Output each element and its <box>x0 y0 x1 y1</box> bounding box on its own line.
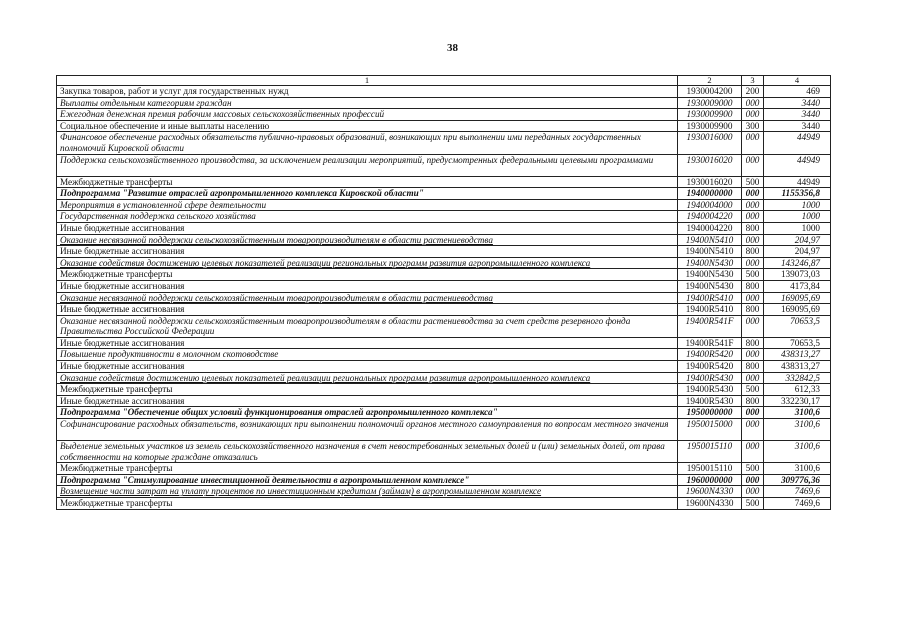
row-name-cell: Иные бюджетные ассигнования <box>57 304 678 316</box>
row-type-cell: 500 <box>742 463 764 475</box>
table-row <box>57 188 831 200</box>
row-code-cell: 19400R5420 <box>678 361 742 373</box>
table-row <box>57 269 831 281</box>
table-row <box>57 257 831 269</box>
row-name-cell: Выделение земельных участков из земель сельскохозяйственного назначения в счет невостребованных земельных долей и (или) земельных долей, от права собственности на которые граждане отказались <box>57 441 678 463</box>
row-code-cell: 19600N4330 <box>678 486 742 498</box>
row-name-cell: Выплаты отдельным категориям граждан <box>57 97 678 109</box>
row-name-cell: Межбюджетные трансферты <box>57 498 678 510</box>
row-name-cell: Иные бюджетные ассигнования <box>57 395 678 407</box>
row-name-cell: Оказание несвязанной поддержки сельскохозяйственным товаропроизводителям в области растениеводства за счет средств резервного фонда Правительства Российской Федерации <box>57 315 678 337</box>
row-type-cell: 500 <box>742 269 764 281</box>
table-row <box>57 395 831 407</box>
row-code-cell: 19400R541F <box>678 337 742 349</box>
row-type-cell: 000 <box>742 234 764 246</box>
table-row <box>57 86 831 98</box>
row-name-cell: Иные бюджетные ассигнования <box>57 222 678 234</box>
table-row <box>57 234 831 246</box>
row-amount-cell: 3100,6 <box>764 419 831 441</box>
row-type-cell: 800 <box>742 337 764 349</box>
row-code-cell: 19400R5410 <box>678 304 742 316</box>
table-row <box>57 222 831 234</box>
column-header-type: 3 <box>742 76 764 86</box>
row-type-cell: 000 <box>742 154 764 176</box>
row-name-cell: Оказание содействия достижению целевых показателей реализации региональных программ развития агропромышленного комплекса <box>57 372 678 384</box>
row-type-cell: 000 <box>742 372 764 384</box>
row-type-cell: 000 <box>742 441 764 463</box>
row-code-cell: 1950015110 <box>678 463 742 475</box>
table-row <box>57 211 831 223</box>
row-amount-cell: 204,97 <box>764 234 831 246</box>
row-amount-cell: 612,33 <box>764 384 831 396</box>
row-code-cell: 1940004000 <box>678 199 742 211</box>
row-code-cell: 1930009900 <box>678 109 742 121</box>
table-header-row <box>57 76 831 86</box>
row-name-cell: Оказание несвязанной поддержки сельскохозяйственным товаропроизводителям в области растениеводства <box>57 292 678 304</box>
table-row <box>57 97 831 109</box>
row-name-cell: Повышение продуктивности в молочном скотоводстве <box>57 349 678 361</box>
table-row <box>57 154 831 176</box>
table-row <box>57 349 831 361</box>
row-type-cell: 000 <box>742 315 764 337</box>
row-type-cell: 800 <box>742 304 764 316</box>
table-row <box>57 246 831 258</box>
row-type-cell: 000 <box>742 419 764 441</box>
table-row <box>57 419 831 441</box>
table-row <box>57 498 831 510</box>
table-row <box>57 361 831 373</box>
row-amount-cell: 3100,6 <box>764 441 831 463</box>
table-row <box>57 384 831 396</box>
row-amount-cell: 1000 <box>764 222 831 234</box>
row-amount-cell: 332842,5 <box>764 372 831 384</box>
row-code-cell: 19400N5430 <box>678 280 742 292</box>
table-row <box>57 199 831 211</box>
row-code-cell: 1950015000 <box>678 419 742 441</box>
table-row <box>57 292 831 304</box>
row-amount-cell: 3440 <box>764 109 831 121</box>
row-type-cell: 000 <box>742 188 764 200</box>
row-amount-cell: 44949 <box>764 154 831 176</box>
row-amount-cell: 204,97 <box>764 246 831 258</box>
row-name-cell: Ежегодная денежная премия рабочим массовых сельскохозяйственных профессий <box>57 109 678 121</box>
row-name-cell: Иные бюджетные ассигнования <box>57 361 678 373</box>
table-row <box>57 304 831 316</box>
row-name-cell: Межбюджетные трансферты <box>57 269 678 281</box>
row-amount-cell: 7469,6 <box>764 498 831 510</box>
row-code-cell: 1950015110 <box>678 441 742 463</box>
table-row <box>57 463 831 475</box>
row-type-cell: 000 <box>742 109 764 121</box>
row-amount-cell: 70653,5 <box>764 337 831 349</box>
row-amount-cell: 3100,6 <box>764 463 831 475</box>
row-amount-cell: 143246,87 <box>764 257 831 269</box>
row-name-cell: Иные бюджетные ассигнования <box>57 280 678 292</box>
row-name-cell: Социальное обеспечение и иные выплаты населению <box>57 120 678 132</box>
row-code-cell: 19400N5430 <box>678 257 742 269</box>
budget-table <box>56 75 831 510</box>
row-name-cell: Межбюджетные трансферты <box>57 463 678 475</box>
row-code-cell: 19400N5430 <box>678 269 742 281</box>
row-code-cell: 19400N5410 <box>678 234 742 246</box>
row-type-cell: 300 <box>742 120 764 132</box>
row-code-cell: 1930016000 <box>678 132 742 154</box>
table-row <box>57 132 831 154</box>
row-type-cell: 000 <box>742 486 764 498</box>
row-type-cell: 000 <box>742 211 764 223</box>
row-amount-cell: 44949 <box>764 176 831 188</box>
row-code-cell: 19600N4330 <box>678 498 742 510</box>
row-type-cell: 200 <box>742 86 764 98</box>
row-type-cell: 000 <box>742 257 764 269</box>
row-code-cell: 1940004220 <box>678 211 742 223</box>
row-name-cell: Иные бюджетные ассигнования <box>57 246 678 258</box>
row-type-cell: 800 <box>742 246 764 258</box>
row-code-cell: 1950000000 <box>678 407 742 419</box>
row-name-cell: Подпрограмма "Стимулирование инвестиционной деятельности в агропромышленном комплексе" <box>57 474 678 486</box>
row-type-cell: 800 <box>742 222 764 234</box>
row-amount-cell: 3440 <box>764 120 831 132</box>
table-row <box>57 407 831 419</box>
row-code-cell: 1930016020 <box>678 176 742 188</box>
row-type-cell: 500 <box>742 498 764 510</box>
row-amount-cell: 70653,5 <box>764 315 831 337</box>
table-row <box>57 280 831 292</box>
row-amount-cell: 169095,69 <box>764 292 831 304</box>
row-amount-cell: 7469,6 <box>764 486 831 498</box>
row-amount-cell: 169095,69 <box>764 304 831 316</box>
row-amount-cell: 1000 <box>764 211 831 223</box>
row-code-cell: 19400R5410 <box>678 292 742 304</box>
row-name-cell: Межбюджетные трансферты <box>57 384 678 396</box>
row-amount-cell: 44949 <box>764 132 831 154</box>
row-amount-cell: 309776,36 <box>764 474 831 486</box>
row-name-cell: Оказание несвязанной поддержки сельскохозяйственным товаропроизводителям в области растениеводства <box>57 234 678 246</box>
row-name-cell: Оказание содействия достижению целевых показателей реализации региональных программ развития агропромышленного комплекса <box>57 257 678 269</box>
row-name-cell: Иные бюджетные ассигнования <box>57 337 678 349</box>
row-amount-cell: 3440 <box>764 97 831 109</box>
row-code-cell: 19400R541F <box>678 315 742 337</box>
row-name-cell: Финансовое обеспечение расходных обязательств публично-правовых образований, возникающих при выполнении ими переданных государственных полномочий Кировской области <box>57 132 678 154</box>
row-code-cell: 1930009000 <box>678 97 742 109</box>
row-amount-cell: 1155356,8 <box>764 188 831 200</box>
row-code-cell: 1940000000 <box>678 188 742 200</box>
row-name-cell: Государственная поддержка сельского хозяйства <box>57 211 678 223</box>
row-code-cell: 19400R5430 <box>678 372 742 384</box>
column-header-name: 1 <box>57 76 678 86</box>
table-body <box>57 86 831 510</box>
row-type-cell: 000 <box>742 407 764 419</box>
row-amount-cell: 469 <box>764 86 831 98</box>
table-row <box>57 315 831 337</box>
column-header-code: 2 <box>678 76 742 86</box>
row-code-cell: 1960000000 <box>678 474 742 486</box>
row-name-cell: Межбюджетные трансферты <box>57 176 678 188</box>
table-row <box>57 176 831 188</box>
row-name-cell: Закупка товаров, работ и услуг для государственных нужд <box>57 86 678 98</box>
row-type-cell: 000 <box>742 474 764 486</box>
row-type-cell: 800 <box>742 361 764 373</box>
row-name-cell: Подпрограмма "Развитие отраслей агропромышленного комплекса Кировской области" <box>57 188 678 200</box>
row-amount-cell: 139073,03 <box>764 269 831 281</box>
row-name-cell: Возмещение части затрат на уплату процентов по инвестиционным кредитам (займам) в агропромышленном комплексе <box>57 486 678 498</box>
row-amount-cell: 332230,17 <box>764 395 831 407</box>
row-code-cell: 1930004200 <box>678 86 742 98</box>
row-code-cell: 19400R5430 <box>678 384 742 396</box>
row-name-cell: Поддержка сельскохозяйственного производства, за исключением реализации мероприятий, предусмотренных федеральными целевыми программами <box>57 154 678 176</box>
table-row <box>57 337 831 349</box>
row-name-cell: Мероприятия в установленной сфере деятельности <box>57 199 678 211</box>
row-code-cell: 19400N5410 <box>678 246 742 258</box>
row-type-cell: 000 <box>742 97 764 109</box>
row-amount-cell: 4173,84 <box>764 280 831 292</box>
table-row <box>57 109 831 121</box>
row-code-cell: 19400R5430 <box>678 395 742 407</box>
row-name-cell: Софинансирование расходных обязательств, возникающих при выполнении полномочий органов местного самоуправления по вопросам местного значения <box>57 419 678 441</box>
row-type-cell: 800 <box>742 280 764 292</box>
row-amount-cell: 1000 <box>764 199 831 211</box>
table-row <box>57 486 831 498</box>
row-type-cell: 000 <box>742 292 764 304</box>
row-code-cell: 19400R5420 <box>678 349 742 361</box>
page-number: 38 <box>447 42 458 54</box>
row-type-cell: 500 <box>742 384 764 396</box>
row-type-cell: 000 <box>742 199 764 211</box>
row-code-cell: 1930009900 <box>678 120 742 132</box>
table-row <box>57 372 831 384</box>
table-row <box>57 474 831 486</box>
row-type-cell: 500 <box>742 176 764 188</box>
row-code-cell: 1930016020 <box>678 154 742 176</box>
column-header-amount: 4 <box>764 76 831 86</box>
row-name-cell: Подпрограмма "Обеспечение общих условий функционирования отраслей агропромышленного комплекса" <box>57 407 678 419</box>
row-code-cell: 1940004220 <box>678 222 742 234</box>
table-row <box>57 120 831 132</box>
row-type-cell: 000 <box>742 349 764 361</box>
row-amount-cell: 3100,6 <box>764 407 831 419</box>
row-type-cell: 000 <box>742 132 764 154</box>
row-type-cell: 800 <box>742 395 764 407</box>
row-amount-cell: 438313,27 <box>764 349 831 361</box>
row-amount-cell: 438313,27 <box>764 361 831 373</box>
table-row <box>57 441 831 463</box>
